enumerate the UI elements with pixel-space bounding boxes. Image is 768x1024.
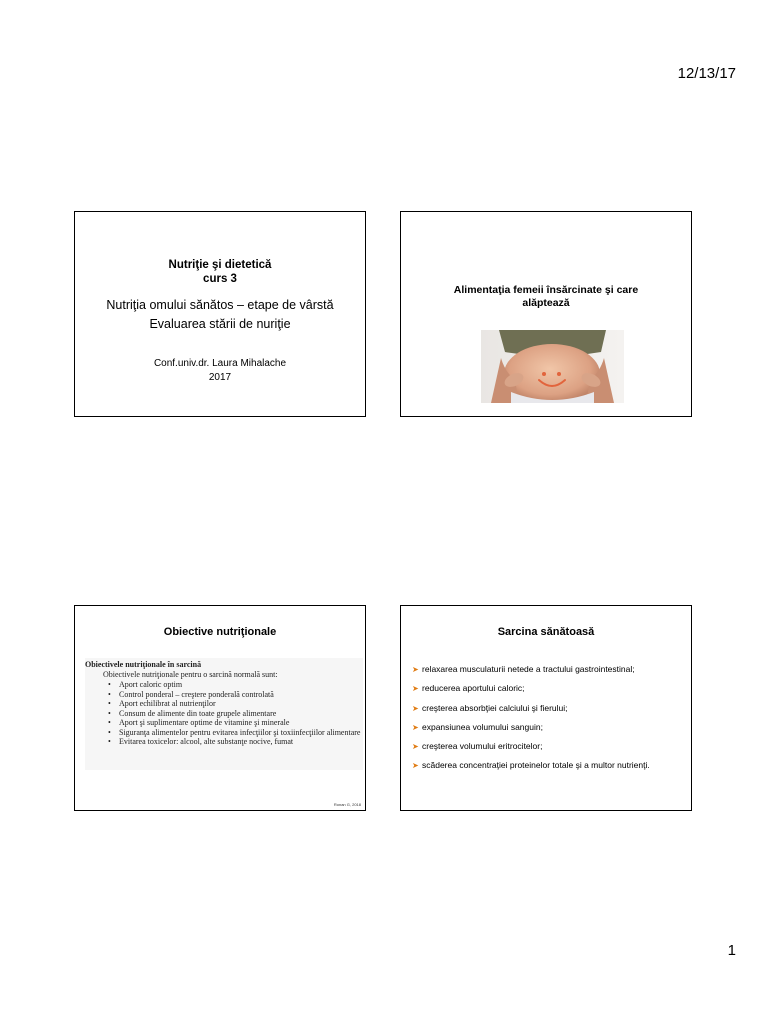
list-item: • Siguranţa alimentelor pentru evitarea infecţiilor şi toxiinfecţiilor alimentare bbox=[103, 728, 369, 738]
slide-nutrition-objectives bbox=[74, 605, 366, 811]
slide-healthy-pregnancy bbox=[400, 605, 692, 811]
pregnant-belly-photo bbox=[481, 330, 624, 403]
list-item-text: reducerea aportului caloric; bbox=[422, 683, 525, 694]
list-item: • Evitarea toxicelor: alcool, alte substanţe nocive, fumat bbox=[103, 737, 369, 747]
list-item-text: creşterea volumului eritrocitelor; bbox=[422, 741, 543, 752]
chevron-right-icon: ➤ bbox=[412, 684, 419, 694]
course-subtitle bbox=[75, 296, 365, 334]
page-number: 1 bbox=[727, 942, 736, 959]
list-item-text: scăderea concentraţiei proteinelor totale şi a multor nutrienţi. bbox=[422, 760, 650, 771]
course-title bbox=[75, 258, 365, 286]
list-item: • Aport şi suplimentare optime de vitamine şi minerale bbox=[103, 718, 369, 728]
author-block bbox=[75, 357, 365, 385]
course-title-line-2: curs 3 bbox=[203, 273, 237, 285]
list-item: • Consum de alimente din toate grupele alimentare bbox=[103, 709, 369, 719]
slide-pregnancy-nutrition bbox=[400, 211, 692, 417]
course-year: 2017 bbox=[208, 372, 232, 383]
course-title-line-1: Nutriţie şi dietetică bbox=[168, 259, 272, 271]
author-name: Conf.univ.dr. Laura Mihalache bbox=[153, 358, 287, 369]
objectives-text-box bbox=[85, 658, 363, 770]
list-item: • Aport caloric optim bbox=[103, 680, 369, 690]
course-subtitle-line-2: Evaluarea stării de nuriţie bbox=[149, 317, 291, 331]
list-item-text: relaxarea musculaturii netede a tractului gastrointestinal; bbox=[422, 664, 635, 674]
course-subtitle-line-1: Nutriţia omului sănătos – etape de vârstă bbox=[106, 298, 334, 312]
slide-heading: Sarcina sănătoasă bbox=[497, 626, 595, 638]
chevron-right-icon: ➤ bbox=[412, 703, 419, 713]
list-item bbox=[412, 760, 650, 779]
list-item: • Control ponderal – creştere ponderală controlată bbox=[103, 690, 369, 700]
list-item-text: expansiunea volumului sanguin; bbox=[422, 721, 543, 732]
slide-heading bbox=[431, 284, 661, 310]
list-item bbox=[412, 683, 650, 702]
page-date: 12/13/17 bbox=[677, 65, 736, 82]
list-item-text: creşterea absorbţiei calciului şi fierului; bbox=[422, 702, 568, 713]
list-item bbox=[412, 722, 650, 741]
chevron-right-icon: ➤ bbox=[412, 761, 419, 771]
list-item bbox=[412, 703, 650, 722]
objectives-list bbox=[103, 680, 369, 747]
chevron-right-icon: ➤ bbox=[412, 665, 419, 674]
objectives-intro: Obiectivele nutriţionale pentru o sarcină normală sunt: bbox=[103, 670, 278, 679]
list-item bbox=[412, 741, 650, 760]
slide-heading-line-1: Alimentaţia femeii însărcinate şi care bbox=[453, 284, 639, 296]
chevron-right-icon: ➤ bbox=[412, 742, 419, 752]
source-credit: Ronan G, 2018 bbox=[333, 802, 361, 807]
chevron-right-icon: ➤ bbox=[412, 722, 419, 732]
slide-title bbox=[74, 211, 366, 417]
list-item bbox=[412, 664, 650, 683]
list-item: • Aport echilibrat al nutrienţilor bbox=[103, 699, 369, 709]
changes-list bbox=[412, 664, 650, 780]
objectives-heading: Obiectivele nutriţionale în sarcină bbox=[85, 660, 202, 669]
slide-heading: Obiective nutriţionale bbox=[163, 626, 277, 638]
slide-heading-line-2: alăptează bbox=[522, 297, 570, 309]
